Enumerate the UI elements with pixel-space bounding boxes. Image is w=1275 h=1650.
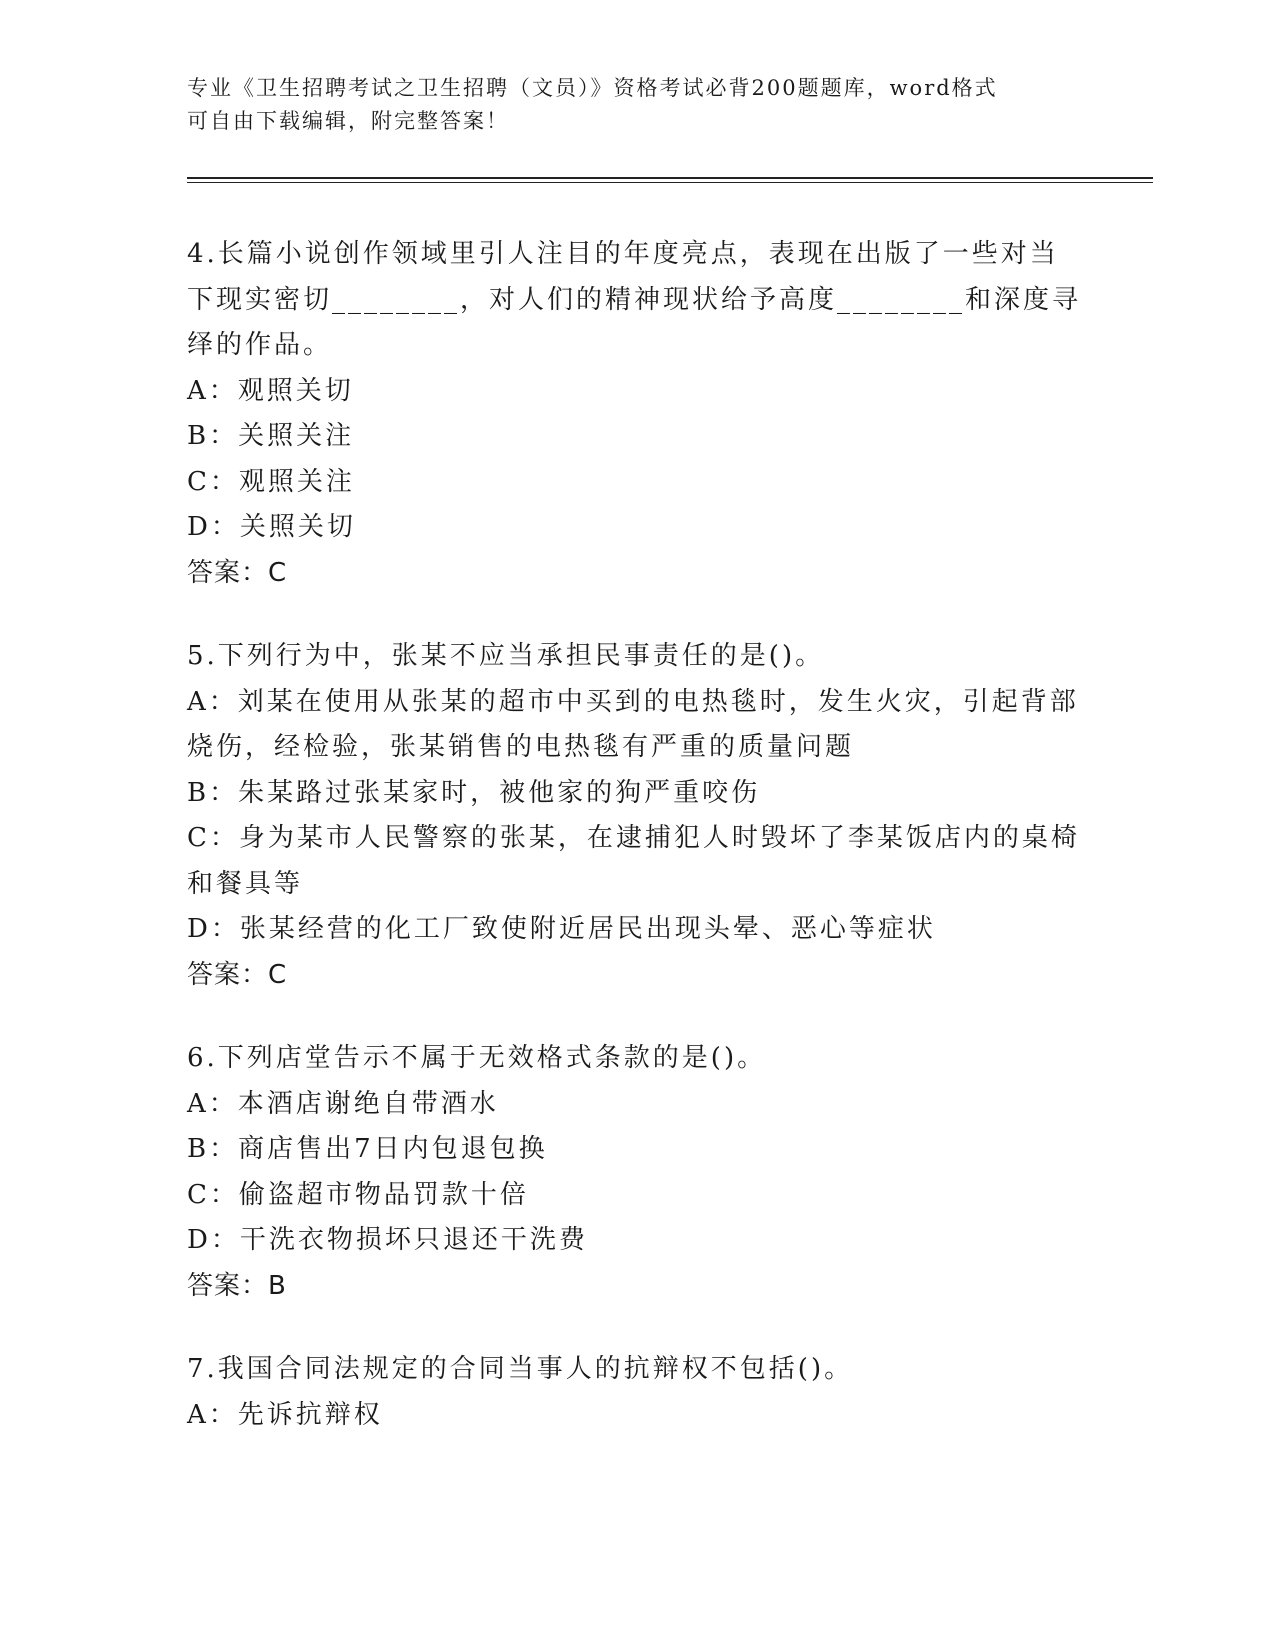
header-line-2: 可自由下载编辑，附完整答案！ [187,109,509,133]
header-rule-thin [187,182,1153,183]
option-d: D：关照关切 [187,512,356,542]
answer-line: 答案：B [187,1270,287,1301]
option-a: A：先诉抗辩权 [187,1399,383,1430]
question-7 [187,1347,1087,1438]
question-6 [187,1036,1087,1309]
option-c: C：观照关注 [187,466,355,497]
option-a: A：本酒店谢绝自带酒水 [187,1088,499,1119]
question-stem: 7.我国合同法规定的合同当事人的抗辩权不包括()。 [187,1354,854,1384]
question-stem: 4.长篇小说创作领域里引人注目的年度亮点，表现在出版了一些对当下现实密切________，对人们的精神现状给予高度________和深度寻绎的作品。 [187,239,1082,360]
header-line-1: 专业《卫生招聘考试之卫生招聘（文员）》资格考试必背200题题库，word格式 [187,76,998,100]
question-4 [187,232,1087,596]
option-c: C：身为某市人民警察的张某，在逮捕犯人时毁坏了李某饭店内的桌椅和餐具等 [187,823,1080,899]
answer-line: 答案：C [187,959,288,990]
document-header [187,72,1087,138]
option-c: C：偷盗超市物品罚款十倍 [187,1179,529,1210]
option-a: A：观照关切 [187,375,354,406]
question-5 [187,634,1087,998]
answer-line: 答案：C [187,557,288,588]
question-stem: 6.下列店堂告示不属于无效格式条款的是()。 [187,1043,767,1073]
option-b: B：朱某路过张某家时，被他家的狗严重咬伤 [187,777,761,808]
option-d: D：干洗衣物损坏只退还干洗费 [187,1225,588,1255]
option-d: D：张某经营的化工厂致使附近居民出现头晕、恶心等症状 [187,914,936,944]
question-list [187,232,1087,1476]
question-stem: 5.下列行为中，张某不应当承担民事责任的是()。 [187,641,825,671]
header-rule-thick [187,177,1153,179]
option-b: B：关照关注 [187,421,355,451]
option-b: B：商店售出7日内包退包换 [187,1134,548,1164]
option-a: A：刘某在使用从张某的超市中买到的电热毯时，发生火灾，引起背部烧伤，经检验，张某销售的电热毯有严重的质量问题 [187,686,1079,762]
